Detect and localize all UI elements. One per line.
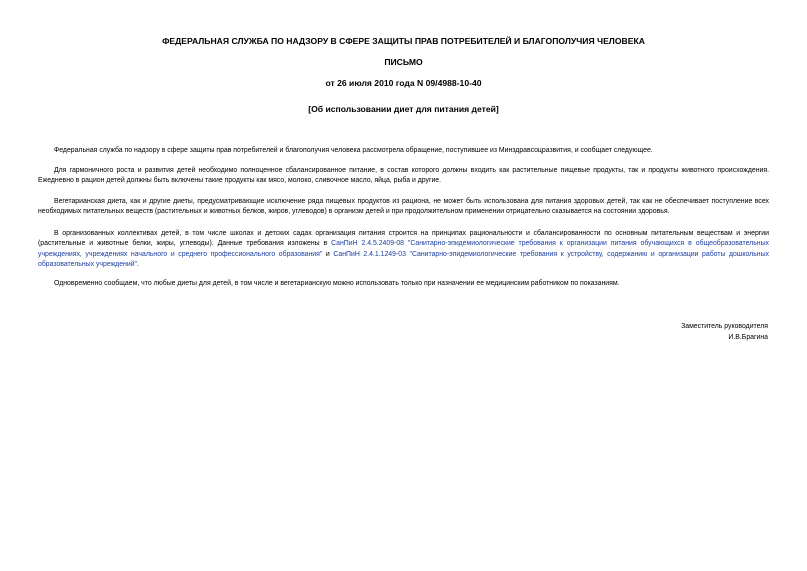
paragraph-vegetarian: Вегетарианская диета, как и другие диеты, предусматривающие исключение ряда пищевых продуктов из рациона, не может быть использована для питания здоровых детей, так как не обеспечивает поступление всех необходимых питательных веществ (растительных и животных белков, жиров, углеводов) в организм детей и при продолжительном применении отрицательно сказывается на состоянии здоровья. <box>38 198 769 216</box>
sanpin-2-4-1-1249-03-link[interactable]: СанПиН 2.4.1.1249-03 "Санитарно-эпидемиологические требования к устройству, содержанию и организации работы дошкольных образовательных учреждений" <box>38 250 769 269</box>
sanpin-2-4-5-2409-08-link[interactable]: СанПиН 2.4.5.2409-08 "Санитарно-эпидемиологические требования к организации питания обучающихся в общеобразовательных учреждениях, учреждениях начального и среднего профессионального образования" <box>38 240 769 258</box>
document-date-number: от 26 июля 2010 года N 09/4988-10-40 <box>325 78 482 88</box>
signatory-position: Заместитель руководителя <box>681 323 768 330</box>
paragraph-requirements <box>38 229 769 271</box>
document-title: [Об использовании диет для питания детей] <box>308 104 499 114</box>
paragraph-nutrition: Для гармоничного роста и развития детей необходимо полноценное сбалансированное питание, в состав которого должны входить как растительные пищевые продукты, так и продукты животного происхождения. Ежедневно в рацион детей должны быть включены такие продукты как мясо, молоко, сливочное масло, яйца, рыба и другие. <box>38 167 769 185</box>
requirements-text-end: . <box>137 261 139 269</box>
agency-name: ФЕДЕРАЛЬНАЯ СЛУЖБА ПО НАДЗОРУ В СФЕРЕ ЗАЩИТЫ ПРАВ ПОТРЕБИТЕЛЕЙ И БЛАГОПОЛУЧИЯ ЧЕЛОВЕКА <box>162 36 645 46</box>
paragraph-intro: Федеральная служба по надзору в сфере защиты прав потребителей и благополучия человека рассмотрела обращение, поступившее из Минздравсоцразвития, и сообщает следующее. <box>54 147 653 154</box>
paragraph-conclusion: Одновременно сообщаем, что любые диеты для детей, в том числе и вегетарианскую можно использовать только при назначении ее медицинским работником по показаниям. <box>54 280 620 287</box>
requirements-text-start: В организованных коллективах детей, в том числе школах и детских садах организация питания строится на принципах рациональности и сбалансированности по основным питательным веществам и энергии (растительные и животные белки, жиры, углеводы). Данные требования изложены в <box>38 230 769 248</box>
signatory-name: И.В.Брагина <box>728 334 768 341</box>
requirements-text-and: и <box>322 250 334 258</box>
document-type: ПИСЬМО <box>384 57 423 67</box>
